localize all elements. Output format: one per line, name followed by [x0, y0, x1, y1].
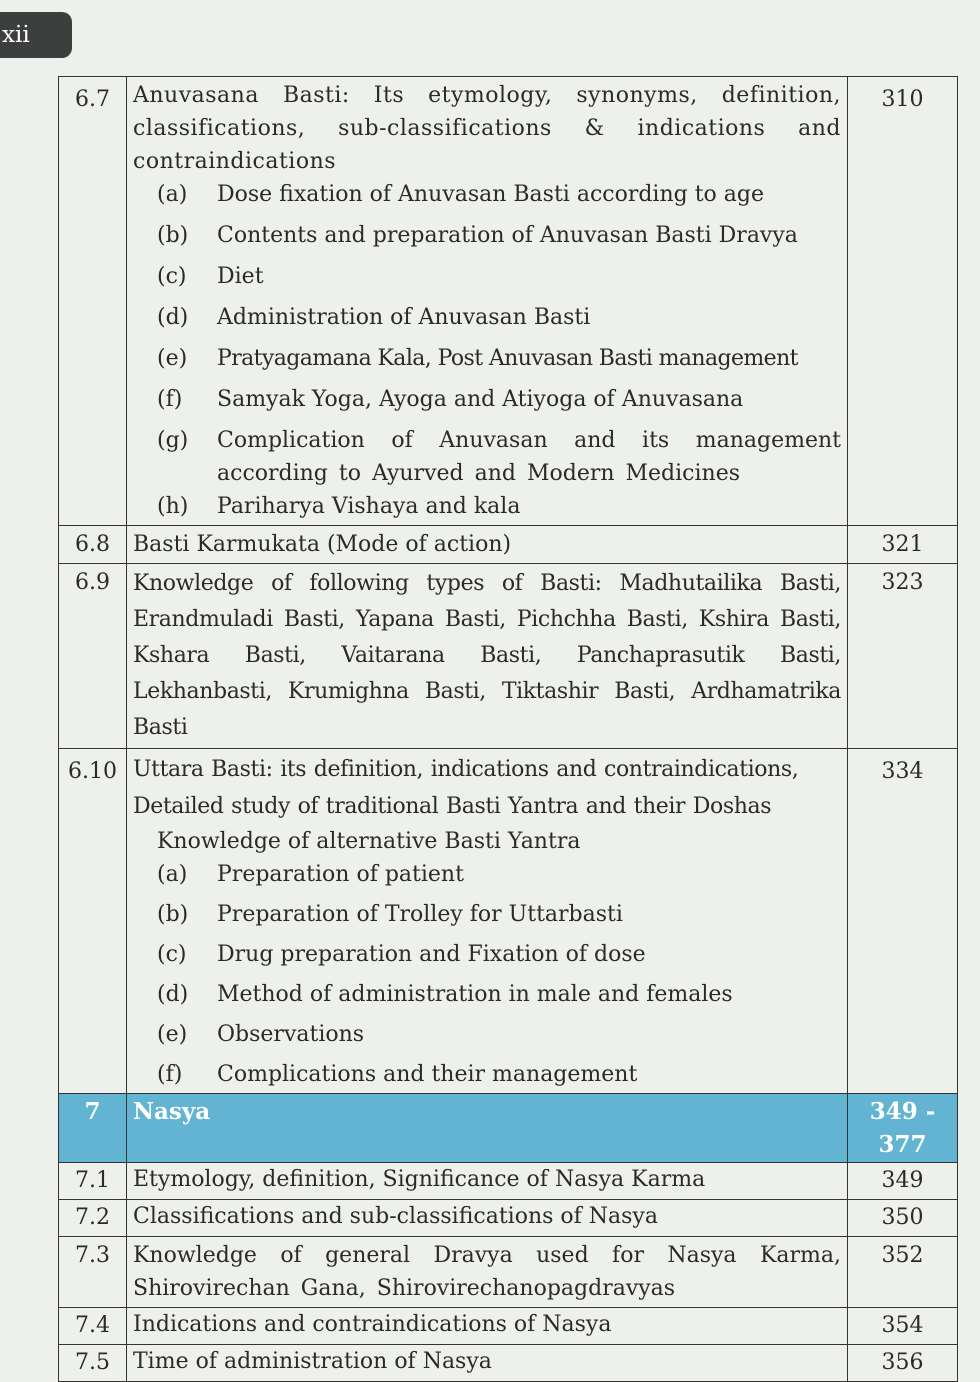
section-title: Classifications and sub-classifications of Nasya [127, 1200, 848, 1237]
sub-item-label: (f) [157, 387, 183, 412]
sub-item [133, 219, 841, 252]
page-ref: 356 [848, 1345, 958, 1382]
table-of-contents [58, 76, 958, 1382]
toc-chapter-row-7 [59, 1094, 958, 1163]
section-title: Knowledge of following types of Basti: Madhutailika Basti, Erandmuladi Basti, Yapana Basti, Pichchha Basti, Kshira Basti, Kshara Basti, Vaitarana Basti, Panchaprasutik Basti, Lekhanbasti, Krumighna Basti, Tiktashir Basti, Ardhamatrika Basti [127, 564, 848, 749]
sub-item-label: (a) [157, 862, 188, 887]
toc-row-6-8 [59, 526, 958, 564]
chapter-title: Nasya [127, 1094, 848, 1163]
sub-item-label: (d) [157, 305, 189, 330]
section-number: 7.5 [59, 1345, 127, 1382]
sub-item-text: Complication of Anuvasan and its management according to Ayurved and Modern Medicines [217, 428, 841, 486]
section-number: 7.1 [59, 1163, 127, 1200]
toc-row-7-2 [59, 1200, 958, 1237]
page-ref: 310 [848, 77, 958, 526]
sub-item [133, 1058, 841, 1091]
sub-heading: Knowledge of alternative Basti Yantra [157, 829, 581, 854]
sub-item-label: (b) [157, 902, 189, 927]
toc-row-6-9 [59, 564, 958, 749]
section-title: Time of administration of Nasya [127, 1345, 848, 1382]
section-content [127, 749, 848, 1094]
page-number-tab [0, 12, 72, 58]
sub-item-text: Method of administration in male and females [217, 982, 733, 1007]
sub-item-text: Complications and their management [217, 1062, 638, 1087]
page-ref: 352 [848, 1237, 958, 1308]
page-ref: 354 [848, 1308, 958, 1345]
sub-item-label: (d) [157, 982, 189, 1007]
sub-item-label: (c) [157, 942, 187, 967]
page-number: xii [2, 22, 30, 48]
page-ref: 321 [848, 526, 958, 564]
toc-row-6-7 [59, 77, 958, 526]
sub-item-label: (f) [157, 1062, 183, 1087]
section-number: 7.3 [59, 1237, 127, 1308]
sub-item-label: (c) [157, 264, 187, 289]
sub-item [133, 858, 841, 891]
sub-item-label: (e) [157, 346, 188, 371]
sub-item-text: Samyak Yoga, Ayoga and Atiyoga of Anuvasana [217, 387, 744, 412]
section-content [127, 77, 848, 526]
sub-item [133, 301, 841, 334]
section-title: Knowledge of general Dravya used for Nasya Karma, Shirovirechan Gana, Shirovirechanopagdravyas [127, 1237, 848, 1308]
page-ref: 350 [848, 1200, 958, 1237]
section-number: 7.4 [59, 1308, 127, 1345]
section-title: Basti Karmukata (Mode of action) [127, 526, 848, 564]
toc-row-6-10 [59, 749, 958, 1094]
section-title: Etymology, definition, Significance of Nasya Karma [127, 1163, 848, 1200]
page-ref: 334 [848, 749, 958, 1094]
sub-item-text: Observations [217, 1022, 365, 1047]
sub-item [133, 898, 841, 931]
toc-row-7-3 [59, 1237, 958, 1308]
sub-item-label: (h) [157, 494, 189, 519]
sub-item-text: Dose fixation of Anuvasan Basti according to age [217, 182, 765, 207]
toc-row-7-5 [59, 1345, 958, 1382]
sub-item [133, 490, 841, 523]
toc-row-7-4 [59, 1308, 958, 1345]
sub-item [133, 1018, 841, 1051]
sub-item-text: Pariharya Vishaya and kala [217, 494, 521, 519]
sub-item-text: Pratyagamana Kala, Post Anuvasan Basti management [217, 346, 798, 371]
sub-item [133, 383, 841, 416]
toc-row-7-1 [59, 1163, 958, 1200]
sub-item-label: (b) [157, 223, 189, 248]
sub-item [133, 342, 841, 375]
page-ref: 349 [848, 1163, 958, 1200]
section-number: 6.10 [59, 749, 127, 1094]
sub-item-text: Preparation of Trolley for Uttarbasti [217, 902, 623, 927]
sub-item [133, 938, 841, 971]
sub-item-label: (e) [157, 1022, 188, 1047]
section-title: Uttara Basti: its definition, indications and contraindications, Detailed study of traditional Basti Yantra and their Doshas [133, 757, 799, 819]
chapter-number: 7 [59, 1094, 127, 1163]
section-title: Anuvasana Basti: Its etymology, synonyms, definition, classifications, sub-classifications & indications and contraindications [133, 83, 841, 174]
section-number: 6.7 [59, 77, 127, 526]
section-number: 6.8 [59, 526, 127, 564]
sub-item-text: Drug preparation and Fixation of dose [217, 942, 646, 967]
sub-item-text: Administration of Anuvasan Basti [217, 305, 591, 330]
sub-item [133, 424, 841, 490]
section-number: 7.2 [59, 1200, 127, 1237]
sub-item [133, 260, 841, 293]
page-ref: 323 [848, 564, 958, 749]
chapter-page-range: 349 - 377 [848, 1094, 958, 1163]
sub-item-label: (g) [157, 428, 189, 453]
sub-item [133, 178, 841, 211]
sub-item [133, 978, 841, 1011]
section-title: Indications and contraindications of Nasya [127, 1308, 848, 1345]
sub-item-text: Preparation of patient [217, 862, 464, 887]
sub-item-label: (a) [157, 182, 188, 207]
section-number: 6.9 [59, 564, 127, 749]
sub-item-text: Diet [217, 264, 264, 289]
sub-item-text: Contents and preparation of Anuvasan Basti Dravya [217, 223, 798, 248]
